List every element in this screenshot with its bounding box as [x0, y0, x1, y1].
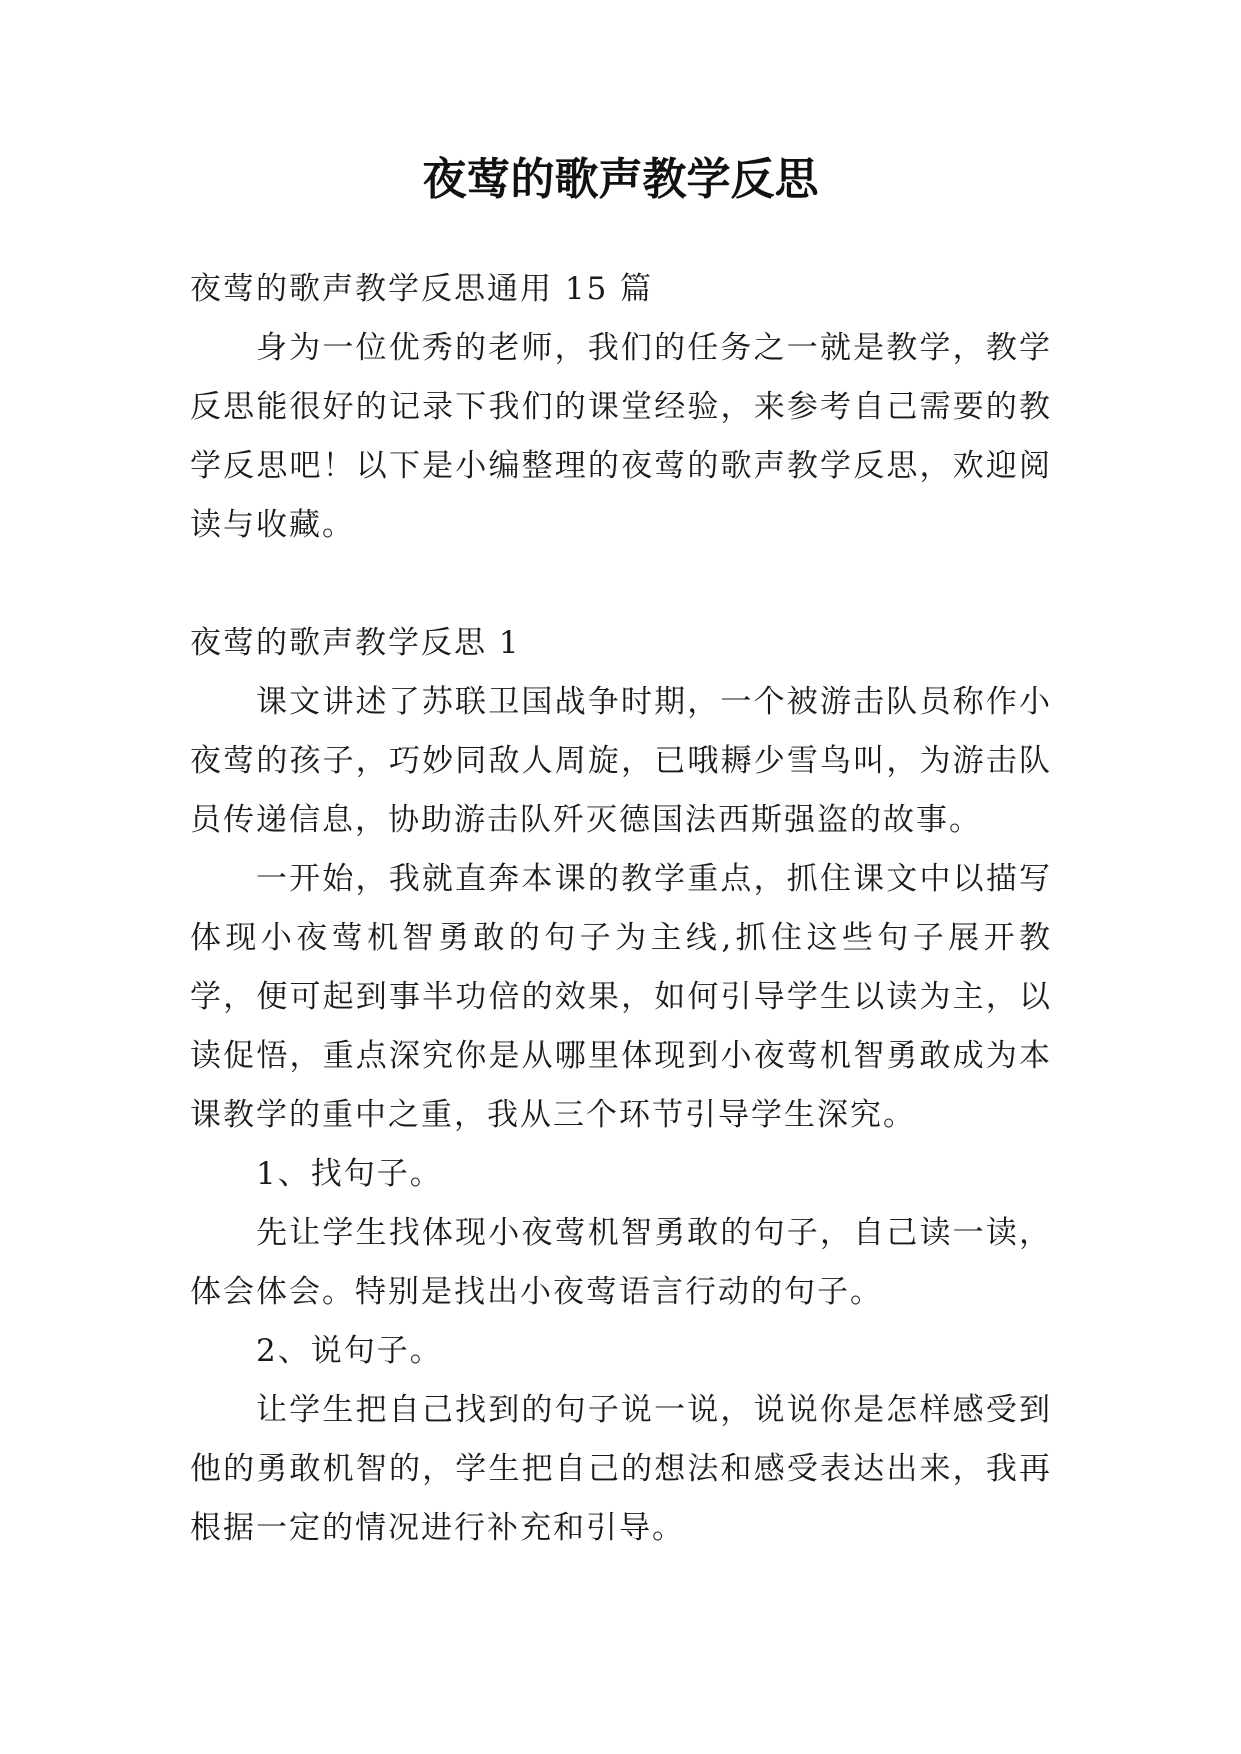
section-paragraph-1: 课文讲述了苏联卫国战争时期，一个被游击队员称作小夜莺的孩子，巧妙同敌人周旋，已哦耨少雪鸟叫，为游击队员传递信息，协助游击队歼灭德国法西斯强盗的故事。: [190, 684, 1052, 838]
step-1-label: 1、找句子。: [256, 1156, 443, 1192]
document-subtitle: 夜莺的歌声教学反思通用 15 篇: [190, 271, 654, 307]
step-2-text: 让学生把自己找到的句子说一说，说说你是怎样感受到他的勇敢机智的，学生把自己的想法和感受表达出来，我再根据一定的情况进行补充和引导。: [190, 1392, 1052, 1546]
section-paragraph-2: 一开始，我就直奔本课的教学重点，抓住课文中以描写体现小夜莺机智勇敢的句子为主线,抓住这些句子展开教学，便可起到事半功倍的效果，如何引导学生以读为主，以读促悟，重点深究你是从哪里体现到小夜莺机智勇敢成为本课教学的重中之重，我从三个环节引导学生深究。: [190, 861, 1052, 1133]
section-heading: 夜莺的歌声教学反思 1: [190, 625, 521, 661]
document-title: 夜莺的歌声教学反思: [422, 154, 819, 205]
paragraph-spacer: [190, 555, 1052, 614]
step-2-label: 2、说句子。: [256, 1333, 443, 1369]
step-1-text: 先让学生找体现小夜莺机智勇敢的句子，自己读一读，体会体会。特别是找出小夜莺语言行动的句子。: [190, 1215, 1052, 1310]
intro-paragraph: 身为一位优秀的老师，我们的任务之一就是教学，教学反思能很好的记录下我们的课堂经验，来参考自己需要的教学反思吧！以下是小编整理的夜莺的歌声教学反思，欢迎阅读与收藏。: [190, 330, 1052, 543]
document-body: [190, 260, 1052, 1558]
